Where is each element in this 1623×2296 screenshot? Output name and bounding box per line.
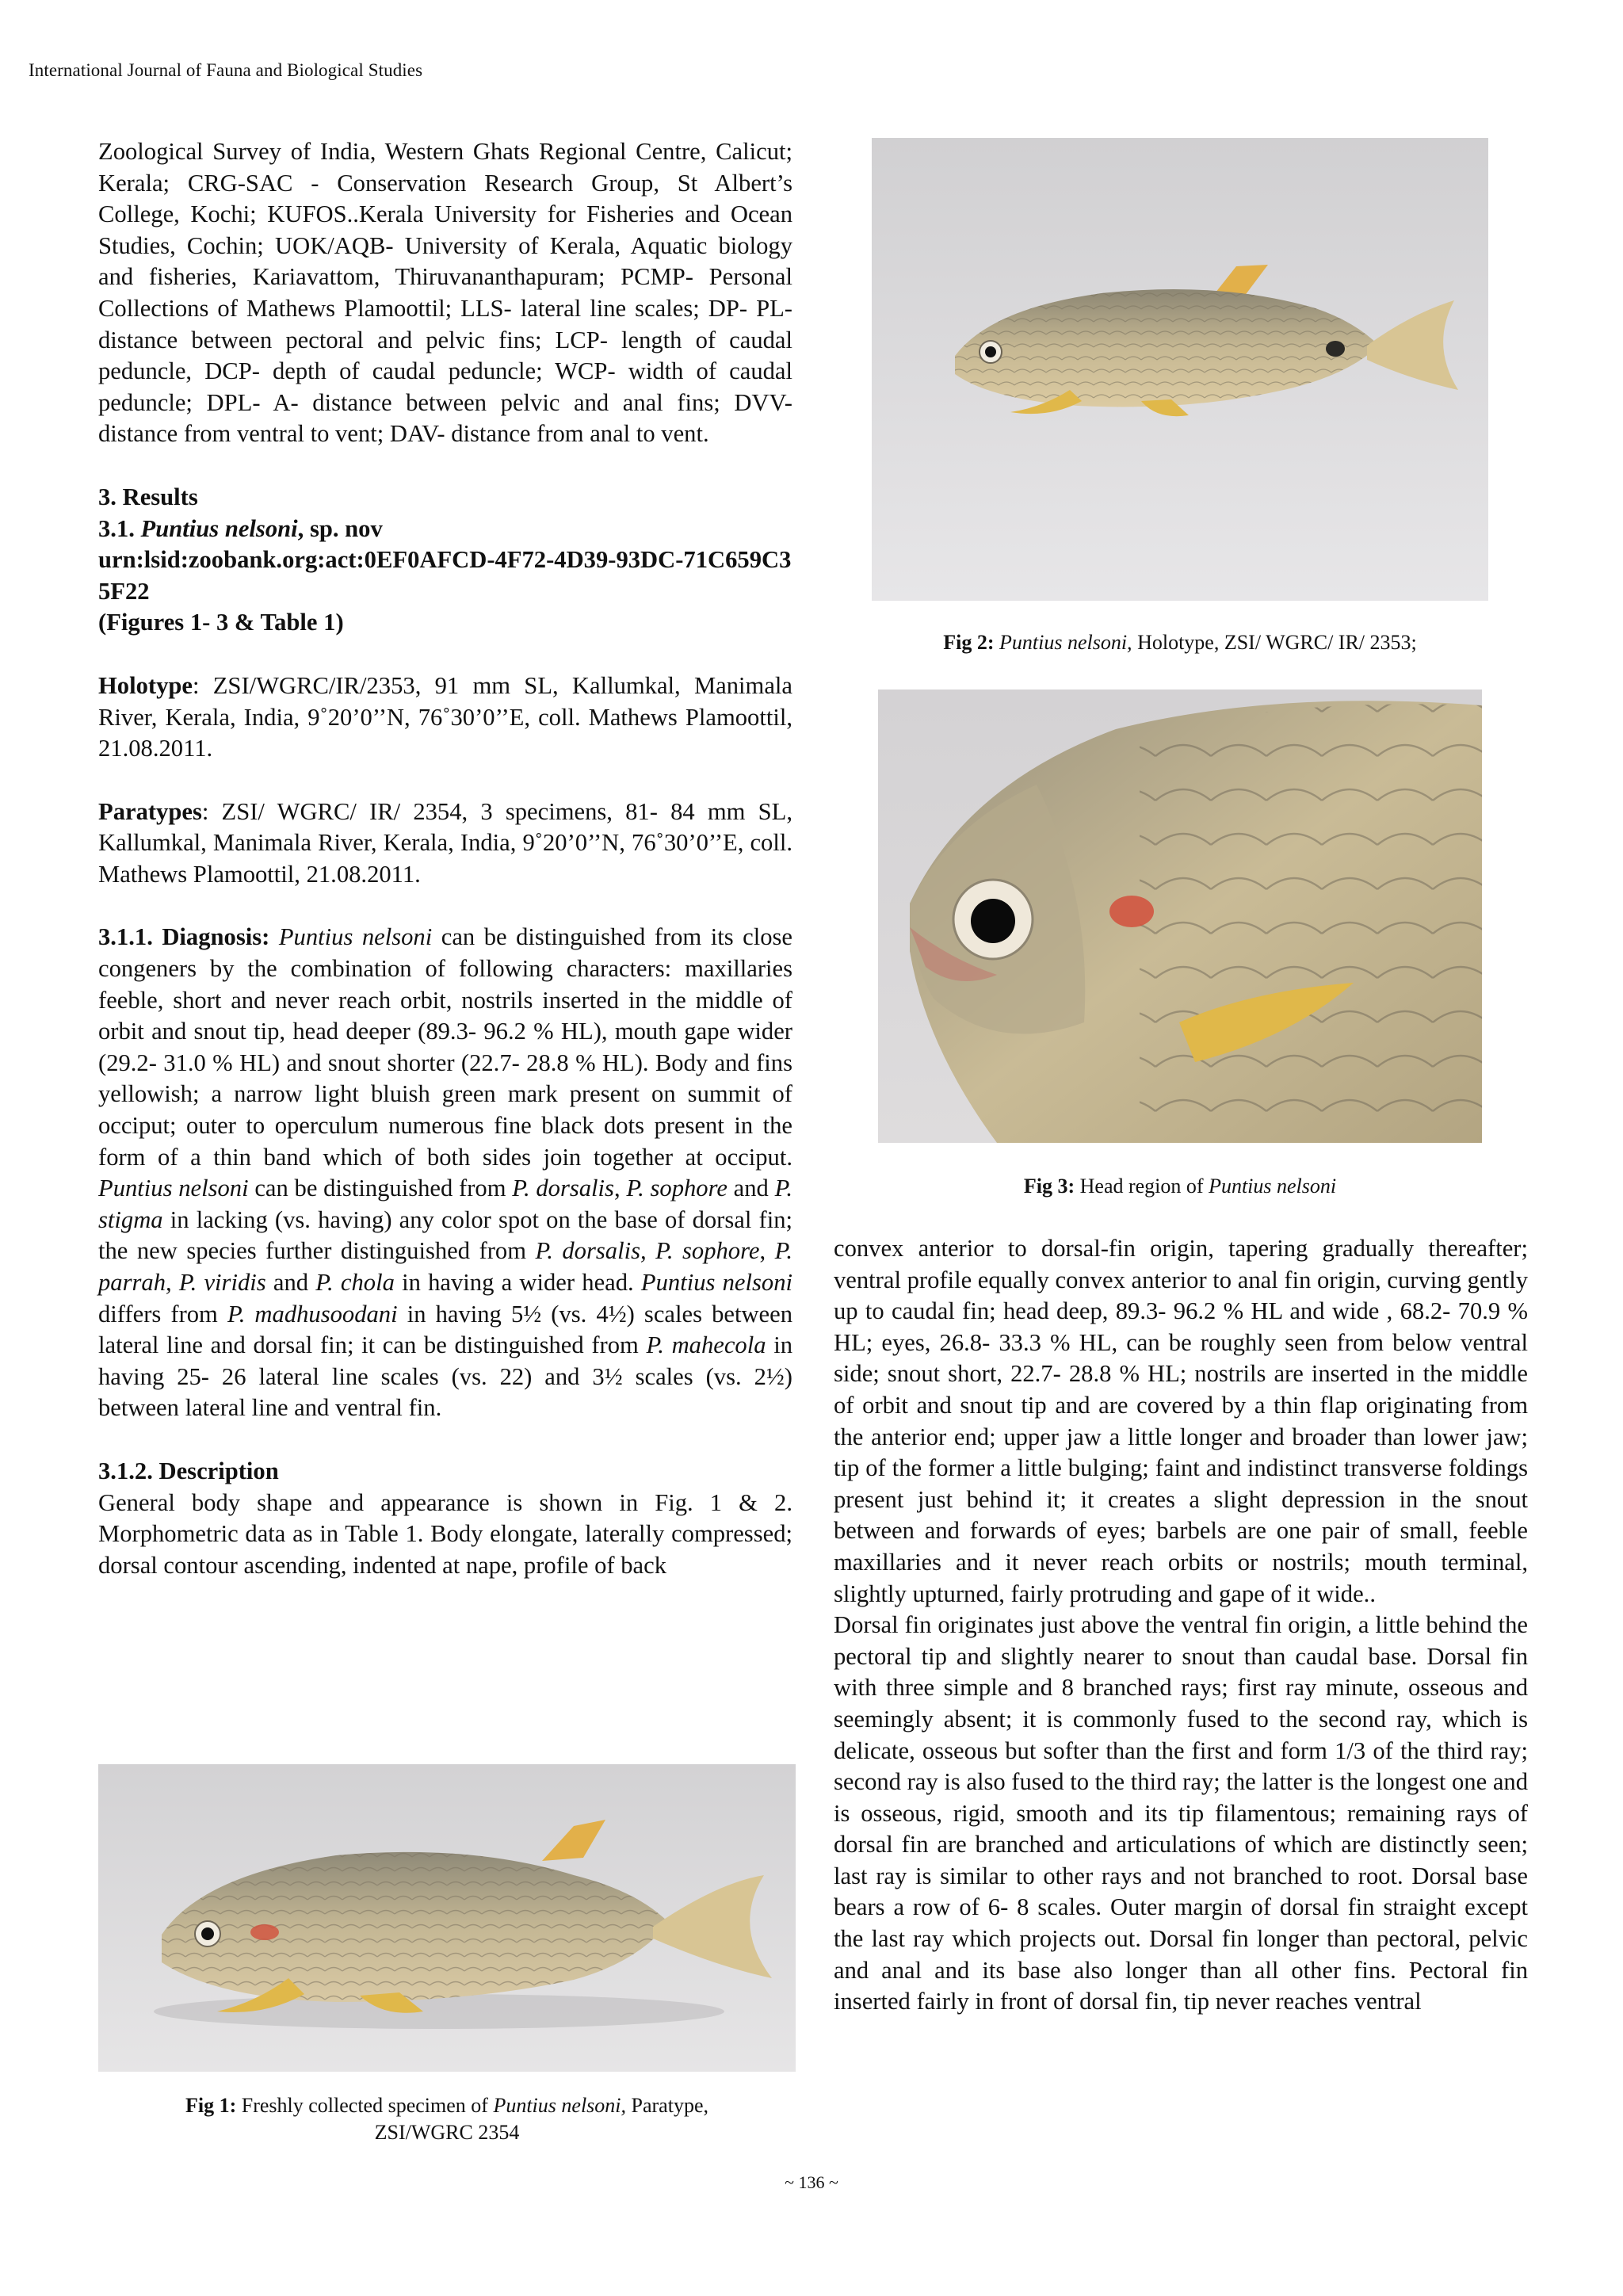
paratypes-text: : ZSI/ WGRC/ IR/ 2354, 3 specimens, 81- 84 mm SL, Kallumkal, Manimala River, Kerala, India, 9˚20’0’’N, 76˚30’0’’E, coll. Mathews Plamoottil, 21.08.2011. [98,797,792,888]
description-heading: 3.1.2. Description [98,1457,279,1484]
journal-header: International Journal of Fauna and Biological Studies [29,60,423,80]
dorsal-fin-paragraph: Dorsal fin originates just above the ventral fin origin, a little behind the pectoral tip and slightly nearer to snout than caudal base. Dorsal fin with three simple and 8 branched rays; first ray minute, osseous and seemingly absent; it is commonly fused to the second ray, which is delicate, osseous but softer than the first and form 1/3 of the third ray; second ray is also fused to the third ray; the latter is the longest one and is osseous, rigid, smooth and its tip filamentous; remaining rays of dorsal fin are branched and articulations of which are distinctly seen; last ray is similar to other rays and not branched to root. Dorsal base bears a row of 6- 8 scales. Outer margin of dorsal fin straight except the last ray which projects out. Dorsal fin longer than pectoral, pelvic and anal and its base also longer than all other fins. Pectoral fin inserted fairly in front of dorsal fin, tip never reaches ventral [834,1611,1528,2015]
species-heading [98,514,792,545]
diag-t3: , [613,1175,627,1202]
paratypes-paragraph [98,797,792,891]
fig1-label: Fig 1: [185,2094,237,2117]
figures-reference: (Figures 1- 3 & Table 1) [98,609,344,636]
diag-s11: P. mahecola [646,1331,766,1359]
right-column [834,1233,1528,2018]
diag-s3: P. dorsalis [512,1175,614,1202]
diag-s9: Puntius nelsoni [640,1269,793,1296]
fig3-species: Puntius nelsoni [1209,1175,1337,1198]
page-number: ~ 136 ~ [785,2172,838,2192]
diag-s7: P. parrah, P. viridis [98,1237,792,1296]
diag-s10: P. madhusoodani [227,1300,398,1328]
diag-s5: P. stigma [98,1175,792,1233]
diag-t10: in having 5½ (vs. 4½) scales between lateral line and dorsal fin; it can be distinguished from [98,1300,792,1359]
diag-t5: in lacking (vs. having) any color spot on the base of dorsal fin; the new species further distinguished from [98,1205,792,1265]
fig3-label: Fig 3: [1023,1175,1075,1198]
abbreviations-paragraph: Zoological Survey of India, Western Ghats Regional Centre, Calicut; Kerala; CRG-SAC - Conservation Research Group, St Albert’s College, Kochi; KUFOS..Kerala University for Fisheries and Ocean Studies, Cochin; UOK/AQB- University of Kerala, Aquatic biology and fisheries, Kariavattom, Thiruvananthapuram; PCMP- Personal Collections of Mathews Plamoottil; LLS- lateral line scales; DP- PL- distance between pectoral and pelvic fins; LCP- length of caudal peduncle, DCP- depth of caudal peduncle; WCP- width of caudal peduncle; DPL- A- distance between pelvic and anal fins; DVV- distance from ventral to vent; DAV- distance from anal to vent. [98,138,792,448]
diag-t2: can be distinguished from [248,1175,513,1202]
fish-paratype-image [98,1764,796,2072]
figure-3-caption [872,1173,1488,1200]
fig1-text: Freshly collected specimen of [236,2094,494,2117]
fig2-label: Fig 2: [943,631,995,654]
fig2-species: Puntius nelsoni, [999,631,1132,654]
species-number: 3.1. [98,514,141,542]
species-suffix: , sp. nov [297,514,383,542]
figure-1-photo [98,1764,796,2072]
figure-1-caption [98,2092,796,2146]
holotype-paragraph [98,670,792,765]
figure-2-photo [872,138,1488,601]
holotype-text: : ZSI/WGRC/IR/2353, 91 mm SL, Kallumkal, Manimala River, Kerala, India, 9˚20’0’’N, 76˚30’0’’E, coll. Mathews Plamoottil, 21.08.2011. [98,671,792,762]
diag-t6: , [759,1237,775,1265]
diag-s2: Puntius nelsoni [98,1175,249,1202]
diagnosis-paragraph [98,922,792,1424]
diag-t7: and [265,1269,316,1296]
fig3-text: Head region of [1075,1175,1209,1198]
fig1-species: Puntius nelsoni, [493,2094,627,2117]
diag-s4: P. sophore [626,1175,727,1202]
figure-2-caption [872,629,1488,656]
diag-t11: in having 25- 26 lateral line scales (vs. 22) and 3½ scales (vs. 2½) between lateral line and ventral fin. [98,1331,792,1422]
diagnosis-text: can be distinguished from its close congeners by the combination of following characters: maxillaries feeble, short and never reach orbit, nostrils inserted in the middle of orbit and snout tip, head deeper (89.3- 96.2 % HL), mouth gape wider (29.2- 31.0 % HL) and snout shorter (22.7- 28.8 % HL). Body and fins yellowish; a narrow light bluish green mark present on summit of occiput; outer to operculum numerous fine black dots present in the form of a thin band which of both sides join together at occiput. [98,923,792,1171]
paratypes-label: Paratypes [98,797,202,825]
diag-t4: and [727,1175,775,1202]
fig1-line2: ZSI/WGRC 2354 [374,2121,520,2144]
diag-t8: in having a wider head. [394,1269,641,1296]
diag-s8: P. chola [315,1269,395,1296]
description-paragraph: General body shape and appearance is shown in Fig. 1 & 2. Morphometric data as in Table 1. Body elongate, laterally compressed; dorsal contour ascending, indented at nape, profile of back [98,1488,792,1579]
description-continued: convex anterior to dorsal-fin origin, tapering gradually thereafter; ventral profile equally convex anterior to anal fin origin, curving gently up to caudal fin; head deep, 89.3- 96.2 % HL and wide , 68.2- 70.9 % HL; eyes, 26.8- 33.3 % HL, can be roughly seen from below ventral side; snout short, 22.7- 28.8 % HL; nostrils are inserted in the middle of orbit and snout tip and are covered by a thin flap originating from the anterior end; upper jaw a little longer and broader than lower jaw; tip of the former a little bulging; faint and indistinct transverse foldings present just behind it; it creates a slight depression in the snout between and forwards of eyes; barbels are one pair of small, feeble maxillaries and it never reach orbits or nostrils; mouth terminal, slightly upturned, fairly protruding and gape of it wide.. [834,1235,1528,1607]
holotype-label: Holotype [98,671,193,699]
species-name: Puntius nelsoni [140,514,298,542]
left-column [98,136,792,1581]
diagnosis-species: Puntius nelsoni [278,923,433,951]
fish-holotype-image [872,138,1488,601]
diag-t9: differs from [98,1300,227,1328]
fig1-suffix: Paratype, [626,2094,708,2117]
diagnosis-heading: 3.1.1. Diagnosis: [98,923,270,951]
fish-head-image [878,690,1482,1143]
fig2-suffix: Holotype, ZSI/ WGRC/ IR/ 2353; [1132,631,1417,654]
figure-3-photo [878,690,1482,1143]
results-heading: 3. Results [98,483,198,510]
diag-s6: P. dorsalis, P. sophore [535,1237,760,1265]
lsid: urn:lsid:zoobank.org:act:0EF0AFCD-4F72-4D39-93DC-71C659C35F22 [98,546,792,605]
